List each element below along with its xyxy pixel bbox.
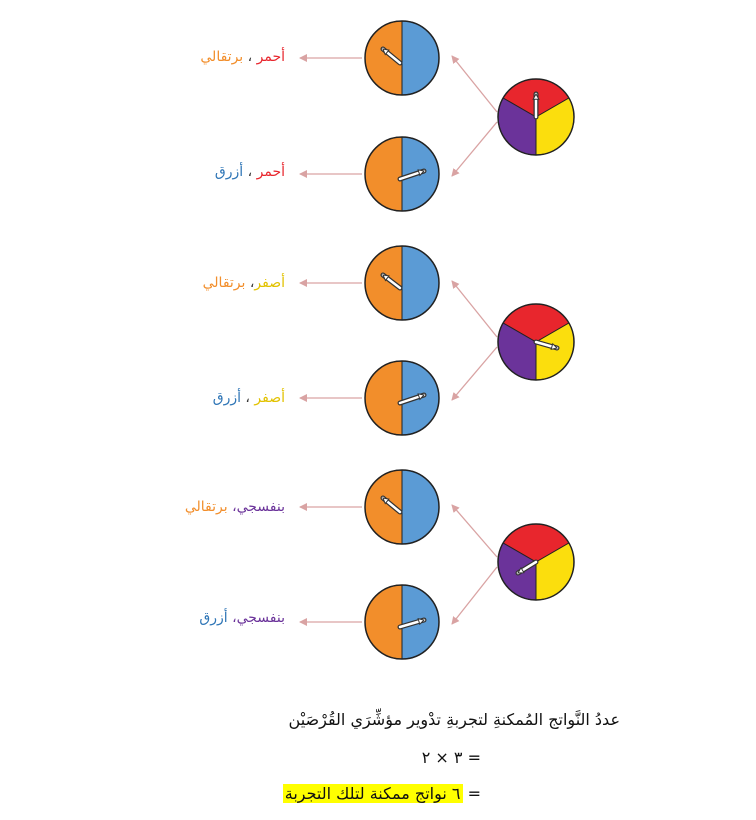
outcome-second-color: أزرق xyxy=(212,390,241,406)
spinner-sector xyxy=(402,470,439,544)
summary-multiplication: = ٣ × ٢ xyxy=(421,748,481,767)
outcome-second-color: برتقالي xyxy=(184,499,228,515)
outcome-label: أحمر ، برتقالي xyxy=(200,49,285,65)
outcome-second-color: برتقالي xyxy=(202,275,246,291)
spinner-sector xyxy=(365,361,402,435)
outcome-first-color: أحمر xyxy=(256,164,285,180)
outcome-label: بنفسجي، أزرق xyxy=(199,610,285,626)
branch-arrow xyxy=(452,505,497,557)
outcome-label: أصفر ، أزرق xyxy=(212,390,285,406)
branch-arrow xyxy=(452,347,497,400)
outcome-second-color: أزرق xyxy=(214,164,244,180)
outcome-first-color: أصفر xyxy=(254,390,285,406)
outcome-label: بنفسجي، برتقالي xyxy=(184,499,285,515)
outcome-second-color: برتقالي xyxy=(200,49,244,65)
outcome-label: أصفر، برتقالي xyxy=(202,275,285,291)
spinner-sector xyxy=(402,246,439,320)
branch-arrow xyxy=(452,281,497,337)
branch-arrow xyxy=(452,56,497,112)
spinner-sector xyxy=(365,585,402,659)
spinner-sector xyxy=(365,137,402,211)
result-equals: = xyxy=(467,784,481,803)
result-highlight: ٦ نواتج ممكنة لتلك التجربة xyxy=(284,784,461,803)
outcome-label: أحمر ، أزرق xyxy=(214,164,285,180)
branch-arrow xyxy=(452,567,497,624)
outcome-first-color: بنفسجي xyxy=(236,499,285,515)
spinner-sector xyxy=(402,21,439,95)
summary-result xyxy=(283,783,481,805)
outcome-first-color: بنفسجي xyxy=(236,610,285,626)
outcome-first-color: أحمر xyxy=(256,49,285,65)
outcome-second-color: أزرق xyxy=(199,610,228,626)
branch-arrow xyxy=(452,122,497,176)
outcome-first-color: أصفر xyxy=(254,275,285,291)
summary-question: عددُ النَّواتج المُمكنةِ لتجربةِ تدْوير مؤشِّرَي القُرْصَيْن xyxy=(288,710,620,729)
